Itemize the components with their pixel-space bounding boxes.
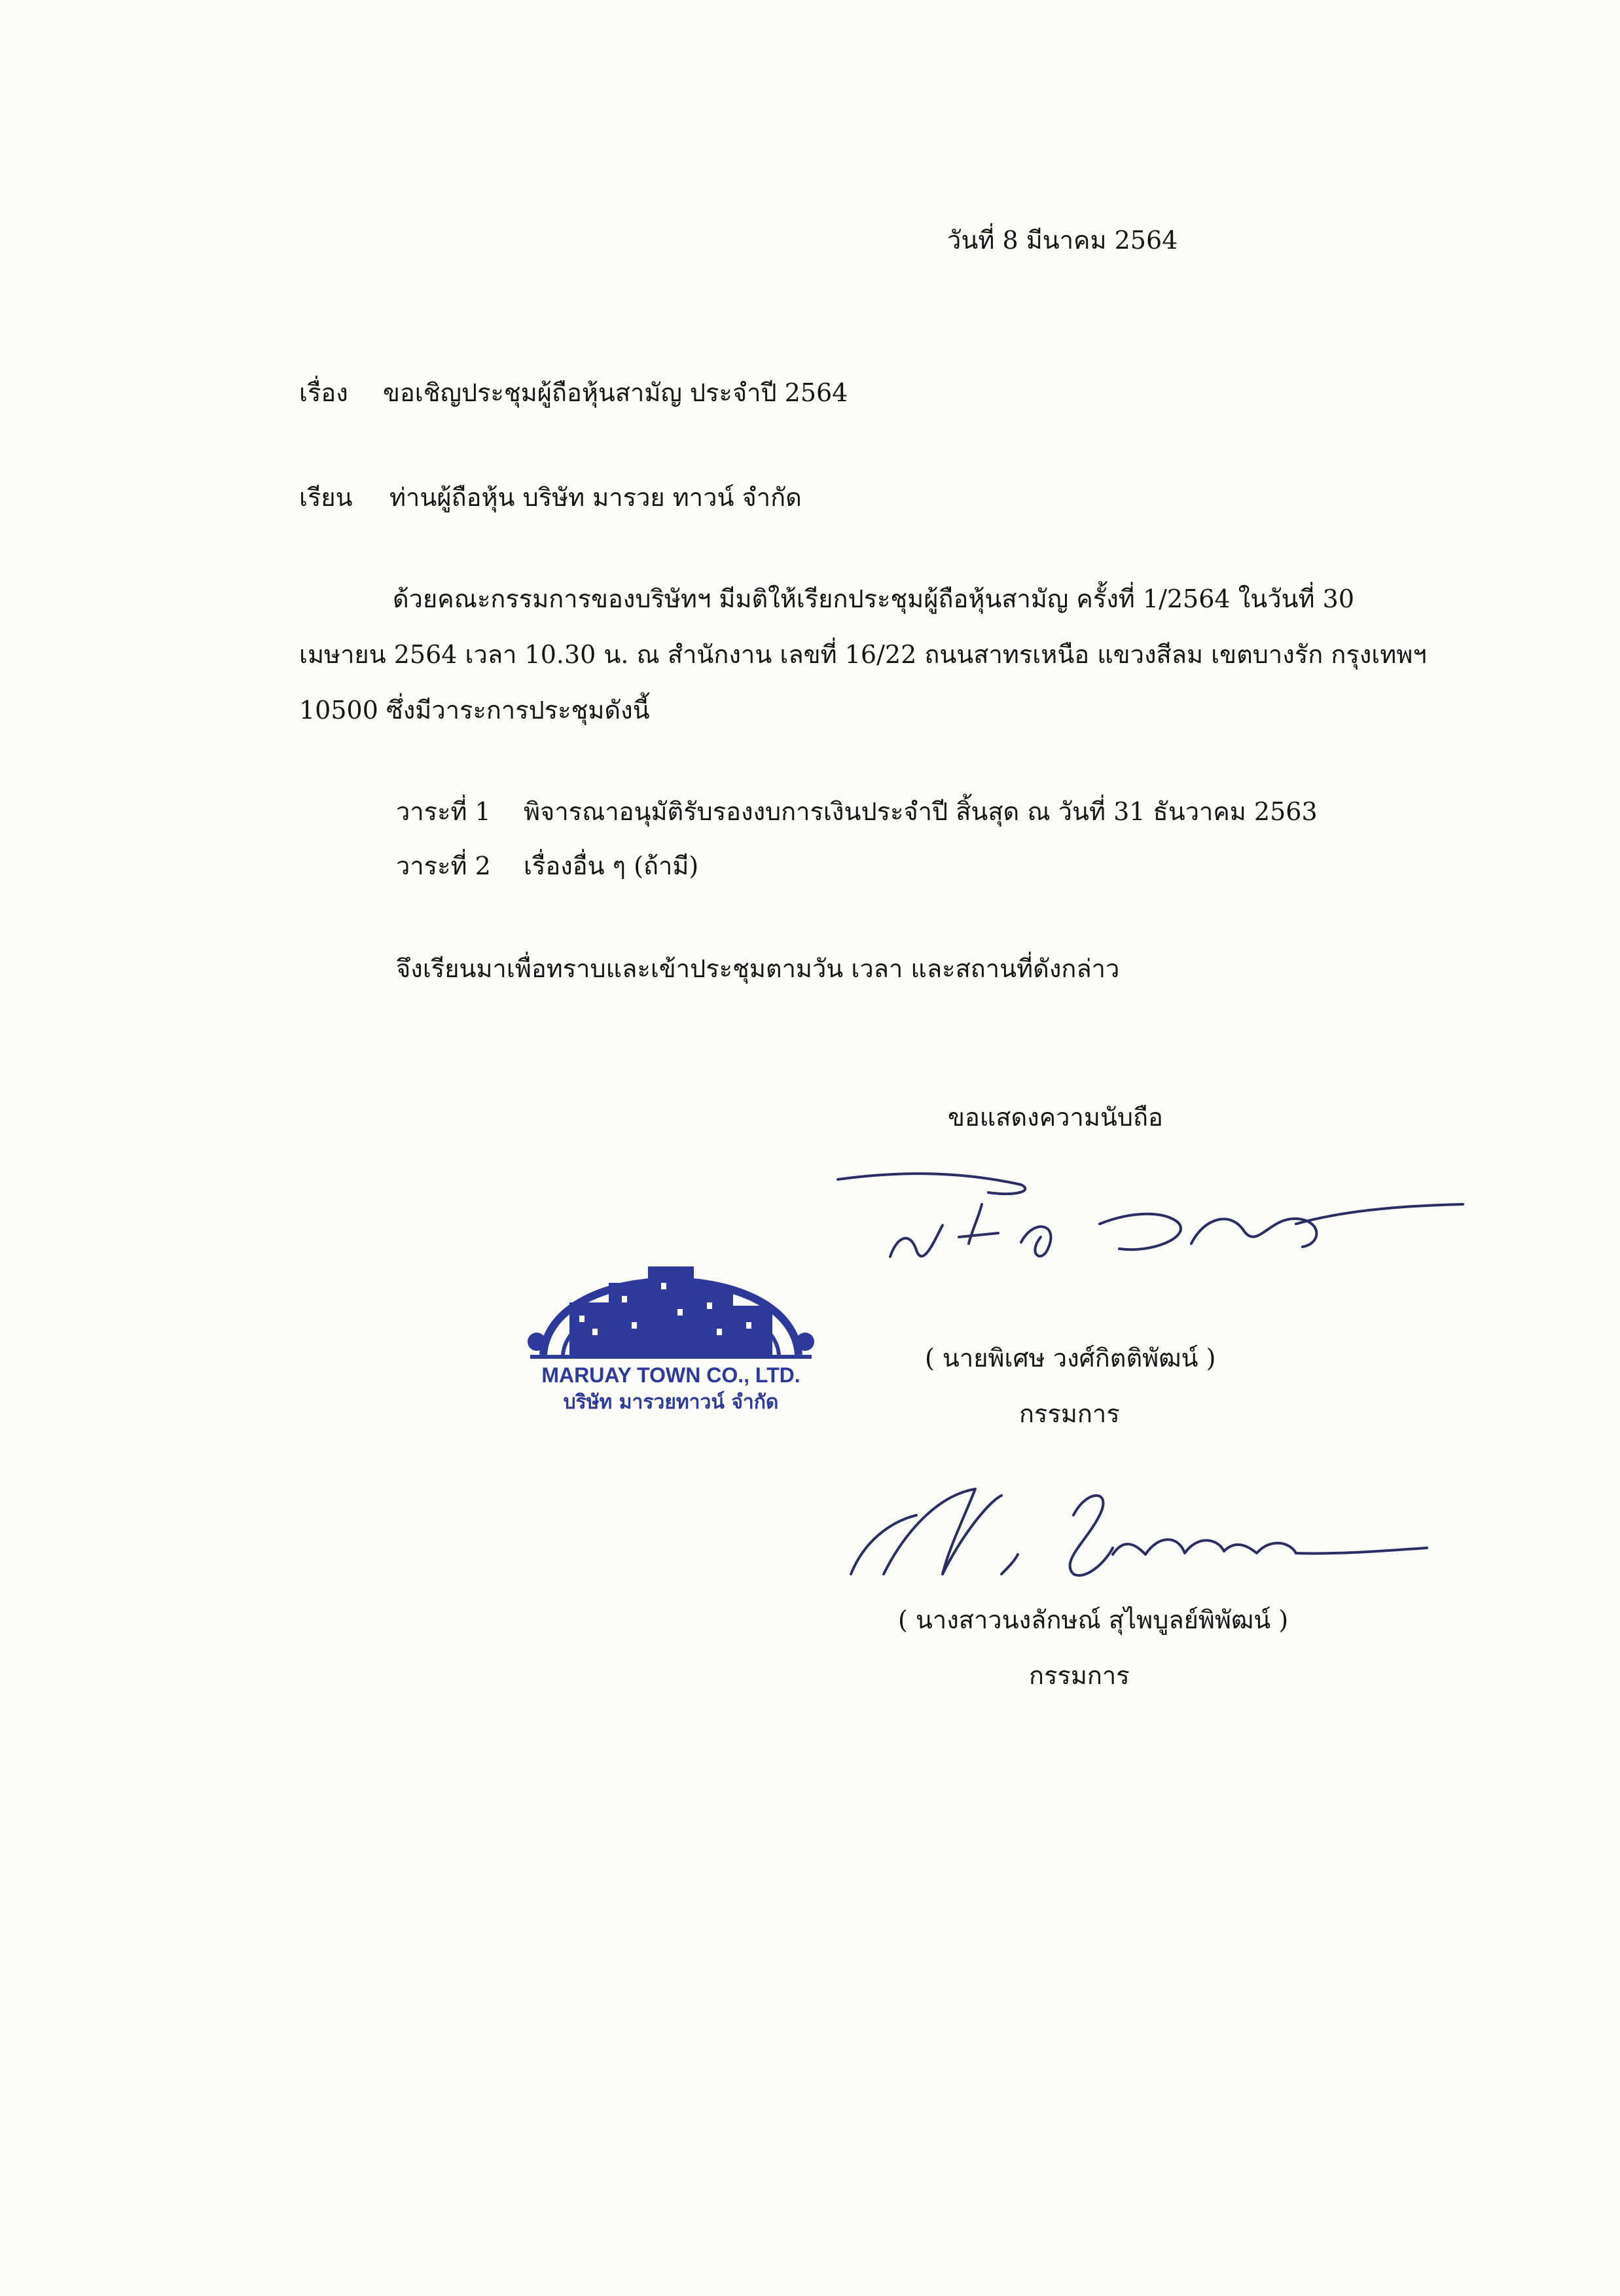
subject-label: เรื่อง [299, 378, 348, 407]
body-line-1: ด้วยคณะกรรมการของบริษัทฯ มีมติให้เรียกประชุมผู้ถือหุ้นสามัญ ครั้งที่ 1/2564 ในวันที่ 30 [393, 584, 1354, 613]
signatory-2-name: ( นางสาวนงลักษณ์ สุไพบูลย์พิพัฒน์ ) [898, 1605, 1289, 1634]
recipient-text: ท่านผู้ถือหุ้น บริษัท มารวย ทาวน์ จำกัด [389, 483, 802, 512]
signature-1 [825, 1165, 1479, 1283]
recipient-label: เรียน [299, 483, 353, 512]
company-stamp [517, 1230, 825, 1420]
agenda-item-1-text: พิจารณาอนุมัติรับรองงบการเงินประจำปี สิ้นสุด ณ วันที่ 31 ธันวาคม 2563 [524, 797, 1318, 826]
closing-statement: จึงเรียนมาเพื่อทราบและเข้าประชุมตามวัน เวลา และสถานที่ดังกล่าว [396, 954, 1120, 983]
sign-off: ขอแสดงความนับถือ [948, 1103, 1163, 1132]
signatory-1-title: กรรมการ [1019, 1399, 1120, 1428]
signature-2 [838, 1476, 1440, 1594]
body-line-3: 10500 ซึ่งมีวาระการประชุมดังนี้ [299, 696, 650, 725]
agenda-item-2-label: วาระที่ 2 [396, 852, 491, 880]
subject-text: ขอเชิญประชุมผู้ถือหุ้นสามัญ ประจำปี 2564 [383, 378, 848, 407]
letter-date: วันที่ 8 มีนาคม 2564 [947, 226, 1178, 255]
stamp-name-th: บริษัท มารวยทาวน์ จำกัด [563, 1391, 779, 1414]
body-line-2: เมษายน 2564 เวลา 10.30 น. ณ สำนักงาน เลขที่ 16/22 ถนนสาทรเหนือ แขวงสีลม เขตบางรัก กรุงเทพฯ [299, 640, 1427, 669]
stamp-name-en: MARUAY TOWN CO., LTD. [541, 1363, 801, 1387]
agenda-item-2-text: เรื่องอื่น ๆ (ถ้ามี) [524, 852, 699, 880]
signatory-1-name: ( นายพิเศษ วงศ์กิตติพัฒน์ ) [925, 1344, 1216, 1372]
signatory-2-title: กรรมการ [1029, 1661, 1130, 1690]
agenda-item-1-label: วาระที่ 1 [396, 797, 491, 826]
